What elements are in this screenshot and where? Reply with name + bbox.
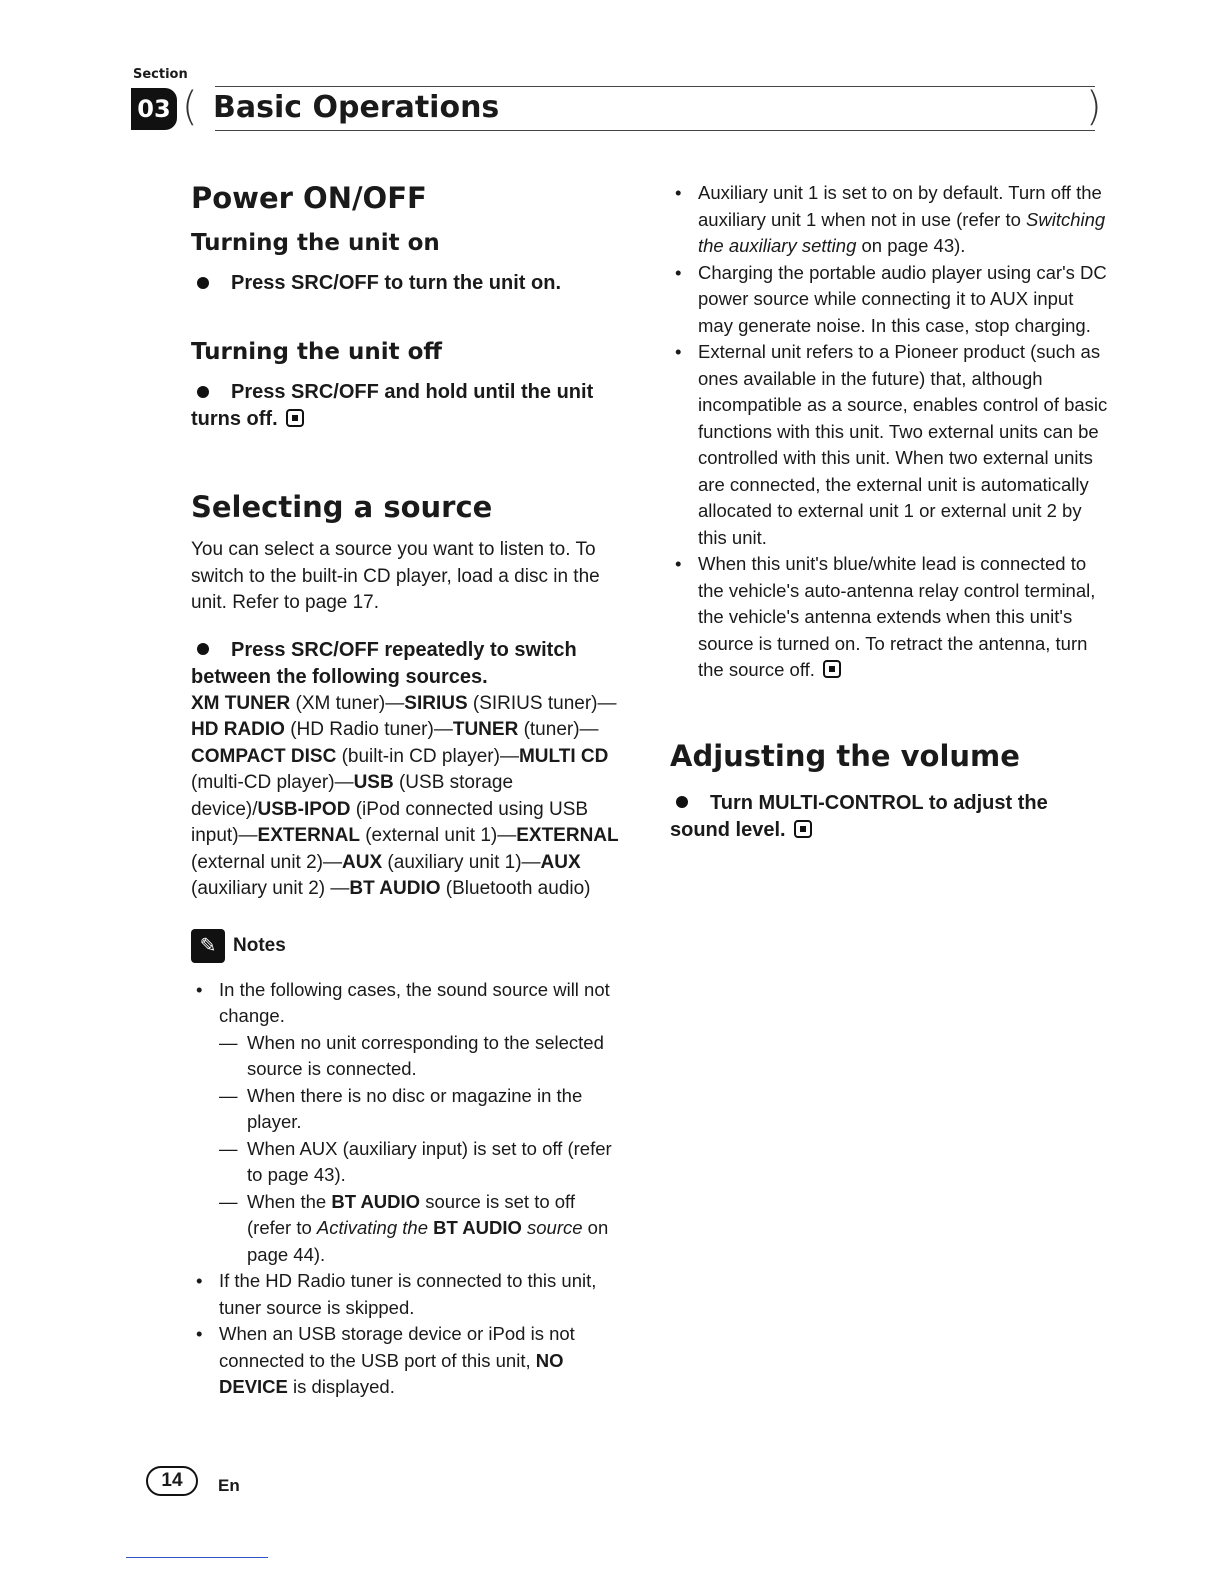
note-pencil-icon: ✎	[191, 929, 225, 963]
note-subitem: — When AUX (auxiliary input) is set to off (refer to page 43).	[219, 1136, 621, 1189]
notes-list	[191, 977, 621, 1401]
note-item: • External unit refers to a Pioneer product (such as ones available in the future) that, although incompatible as a source, enables control of basic functions with this unit. Two external units can be controlled with this unit. When two external units are connected, the external unit is automatically allocated to external unit 1 or external unit 2 by this unit.	[670, 339, 1110, 551]
end-mark-icon	[794, 820, 812, 838]
section-number-badge: 03	[131, 88, 177, 130]
volume-step: Turn MULTI-CONTROL to adjust the sound level.	[670, 791, 1048, 841]
footer-link-underline	[126, 1557, 268, 1558]
source-list: XM TUNER (XM tuner)—SIRIUS (SIRIUS tuner)—HD RADIO (HD Radio tuner)—TUNER (tuner)—COMPACT DISC (built-in CD player)—MULTI CD (multi-CD player)—USB (USB storage device)/USB-IPOD (iPod connected using USB input)—EXTERNAL (external unit 1)—EXTERNAL (external unit 2)—AUX (auxiliary unit 1)—AUX (auxiliary unit 2) —BT AUDIO (Bluetooth audio)	[191, 692, 619, 899]
note-subitem: — When no unit corresponding to the selected source is connected.	[219, 1030, 621, 1083]
note-item: • If the HD Radio tuner is connected to this unit, tuner source is skipped.	[191, 1268, 621, 1321]
left-column	[191, 180, 621, 1401]
bullet-icon	[197, 277, 209, 289]
language-code: En	[218, 1476, 240, 1495]
note-item: • Charging the portable audio player using car's DC power source while connecting it to AUX input may generate noise. In this case, stop charging.	[670, 260, 1110, 340]
note-item: • Auxiliary unit 1 is set to on by default. Turn off the auxiliary unit 1 when not in use (refer to Switching the auxiliary setting on page 43).	[670, 180, 1110, 260]
bullet-icon	[676, 796, 688, 808]
bullet-icon	[197, 643, 209, 655]
notes-label: Notes	[233, 934, 286, 956]
right-column	[670, 180, 1110, 844]
turn-off-heading: Turning the unit off	[191, 339, 443, 365]
power-heading: Power ON/OFF	[191, 181, 427, 215]
header-rule-top	[215, 86, 1095, 87]
end-mark-icon	[286, 409, 304, 427]
turn-on-step: Press SRC/OFF to turn the unit on.	[191, 270, 621, 297]
note-sublist	[219, 1030, 621, 1269]
notes-continued-list	[670, 180, 1110, 684]
source-intro: You can select a source you want to listen to. To switch to the built-in CD player, load a disc in the unit. Refer to page 17.	[191, 539, 600, 613]
header-rule-bottom	[215, 130, 1095, 131]
note-item: • In the following cases, the sound source will not change. — When no unit corresponding to the selected source is connected. — When there is no disc or magazine in the player. — When AUX (auxiliary input) is set to off (refer to page 43). — When the BT AUDIO source is set to off (refer to Activating the BT AUDIO source on page 44).	[191, 977, 621, 1269]
section-label: Section	[133, 67, 188, 82]
source-heading: Selecting a source	[191, 490, 493, 524]
note-subitem: — When there is no disc or magazine in the player.	[219, 1083, 621, 1136]
note-subitem: — When the BT AUDIO source is set to off (refer to Activating the BT AUDIO source on page 44).	[219, 1189, 621, 1269]
source-step: Press SRC/OFF repeatedly to switch between the following sources.	[191, 638, 577, 688]
page-number: 14	[146, 1466, 198, 1496]
turn-off-step: Press SRC/OFF and hold until the unit turns off.	[191, 381, 594, 430]
header-bracket-right: )	[1086, 84, 1102, 130]
bullet-icon	[197, 386, 209, 398]
turn-on-heading: Turning the unit on	[191, 230, 440, 256]
header-bracket-left: (	[182, 84, 198, 130]
note-item: • When this unit's blue/white lead is connected to the vehicle's auto-antenna relay control terminal, the vehicle's antenna extends when this unit's source is turned on. To retract the antenna, turn the source off.	[670, 551, 1110, 684]
section-title: Basic Operations	[213, 90, 500, 125]
note-item: • When an USB storage device or iPod is not connected to the USB port of this unit, NO DEVICE is displayed.	[191, 1321, 621, 1401]
notes-header	[191, 929, 621, 963]
volume-heading: Adjusting the volume	[670, 738, 1020, 773]
end-mark-icon	[823, 660, 841, 678]
